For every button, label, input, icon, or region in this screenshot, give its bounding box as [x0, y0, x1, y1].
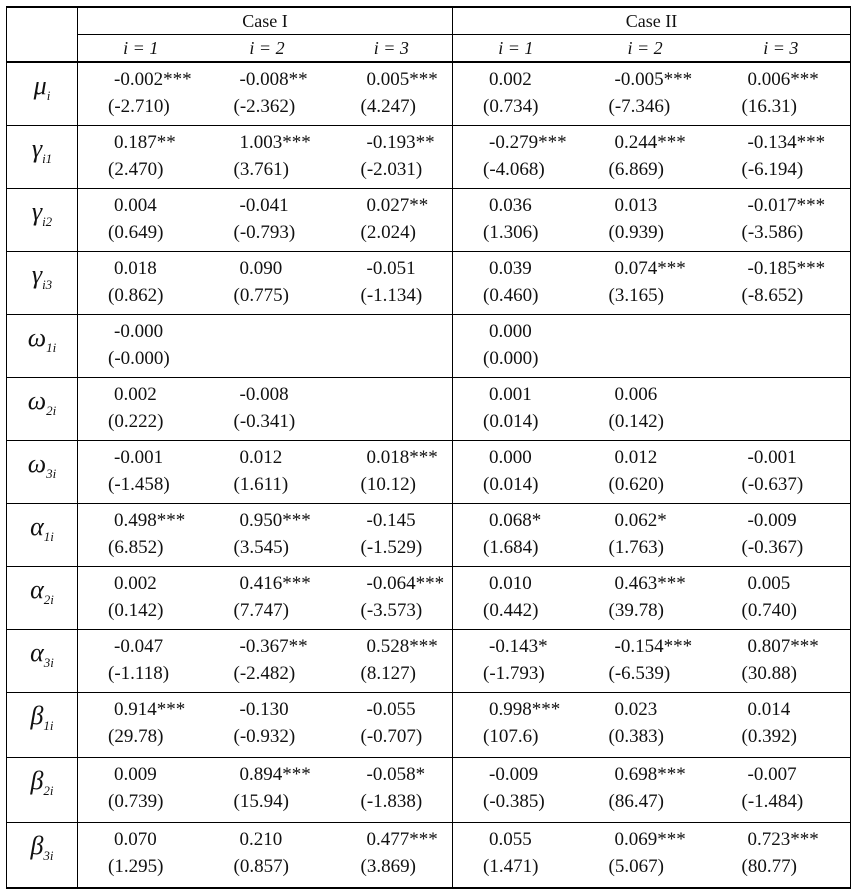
estimate-cell: [712, 630, 851, 693]
parameter-subscript: i1: [42, 151, 53, 166]
estimate-cell: [331, 567, 453, 630]
t-statistic-value: (0.739): [108, 791, 164, 812]
t-statistic-value: (3.869): [360, 856, 416, 877]
parameter-label: [7, 823, 78, 889]
coefficient-value: 0.463***: [614, 573, 686, 594]
table-row: [7, 504, 851, 567]
t-statistic-value: (0.142): [608, 411, 664, 432]
coefficient-value: 0.006***: [747, 69, 819, 90]
coefficient-value: -0.005***: [614, 69, 693, 90]
parameter-label: [7, 630, 78, 693]
parameter-label: [7, 378, 78, 441]
estimate-cell: [712, 693, 851, 758]
coefficient-value: 0.023: [614, 699, 658, 720]
t-statistic-value: (-0.932): [233, 726, 296, 747]
estimate-cell: [712, 504, 851, 567]
table-row: [7, 693, 851, 758]
t-statistic-value: (6.869): [608, 159, 664, 180]
t-statistic-value: (-0.637): [741, 474, 804, 495]
coefficient-value: -0.008**: [239, 69, 308, 90]
table-row: [7, 441, 851, 504]
t-statistic-value: (1.295): [108, 856, 164, 877]
t-statistic-value: (0.014): [483, 474, 539, 495]
t-statistic-value: (0.383): [608, 726, 664, 747]
estimate-cell: [78, 252, 204, 315]
estimate-cell: [579, 693, 712, 758]
parameter-symbol: γ: [31, 260, 43, 289]
t-statistic-value: (0.775): [233, 285, 289, 306]
estimate-cell: [204, 630, 331, 693]
parameter-symbol: γ: [31, 197, 43, 226]
coefficient-value: 0.005***: [366, 69, 438, 90]
coefficient-value: 0.005: [747, 573, 791, 594]
parameter-symbol: α: [30, 575, 44, 604]
estimate-cell: [204, 693, 331, 758]
coefficient-value: 0.807***: [747, 636, 819, 657]
estimate-cell: [712, 823, 851, 889]
t-statistic-value: (0.740): [741, 600, 797, 621]
t-statistic-value: (-6.194): [741, 159, 804, 180]
coefficient-value: 0.002: [489, 69, 532, 90]
coefficient-value: 0.074***: [614, 258, 686, 279]
estimate-cell: [712, 189, 851, 252]
t-statistic-value: (-6.539): [608, 663, 671, 684]
subcol-header: i = 3: [331, 35, 453, 63]
coefficient-value: -0.002***: [114, 69, 192, 90]
t-statistic-value: (39.78): [608, 600, 664, 621]
t-statistic-value: (-0.367): [741, 537, 804, 558]
estimate-cell: [331, 758, 453, 823]
estimate-cell: [78, 693, 204, 758]
estimate-cell: [78, 758, 204, 823]
estimate-cell: [78, 630, 204, 693]
estimate-cell: [453, 630, 579, 693]
estimate-cell: [204, 378, 331, 441]
estimate-cell: [331, 315, 453, 378]
t-statistic-value: (0.649): [108, 222, 164, 243]
coefficient-value: 0.002: [114, 573, 157, 594]
estimate-cell: [453, 189, 579, 252]
t-statistic-value: (-1.118): [108, 663, 170, 684]
parameter-label: [7, 567, 78, 630]
subcol-header: i = 2: [579, 35, 712, 63]
t-statistic-value: (0.000): [483, 348, 539, 369]
coefficient-value: 0.068*: [489, 510, 542, 531]
coefficient-value: -0.001: [114, 447, 164, 468]
subcol-header: i = 1: [453, 35, 579, 63]
estimate-cell: [78, 378, 204, 441]
t-statistic-value: (8.127): [360, 663, 416, 684]
coefficient-value: -0.051: [366, 258, 416, 279]
t-statistic-value: (1.306): [483, 222, 539, 243]
t-statistic-value: (30.88): [741, 663, 797, 684]
t-statistic-value: (-7.346): [608, 96, 671, 117]
t-statistic-value: (-1.529): [360, 537, 423, 558]
estimate-cell: [204, 252, 331, 315]
estimate-cell: [453, 567, 579, 630]
table-row: [7, 378, 851, 441]
t-statistic-value: (-2.482): [233, 663, 296, 684]
coefficient-value: 0.090: [239, 258, 283, 279]
t-statistic-value: (0.460): [483, 285, 539, 306]
parameter-subscript: 2i: [43, 783, 54, 798]
coefficient-value: 0.498***: [114, 510, 186, 531]
t-statistic-value: (0.142): [108, 600, 164, 621]
estimate-cell: [78, 823, 204, 889]
t-statistic-value: (-2.710): [108, 96, 170, 117]
coefficient-value: 0.012: [239, 447, 283, 468]
parameter-label: [7, 315, 78, 378]
estimate-cell: [712, 567, 851, 630]
coefficient-value: 0.036: [489, 195, 532, 216]
t-statistic-value: (10.12): [360, 474, 416, 495]
t-statistic-value: (86.47): [608, 791, 664, 812]
coefficient-value: 0.070: [114, 829, 157, 850]
coefficient-value: 0.723***: [747, 829, 819, 850]
estimate-cell: [331, 252, 453, 315]
t-statistic-value: (0.442): [483, 600, 539, 621]
subcol-header: i = 1: [78, 35, 204, 63]
coefficient-value: -0.143*: [489, 636, 548, 657]
estimate-cell: [579, 567, 712, 630]
coefficient-value: 0.210: [239, 829, 283, 850]
t-statistic-value: (-3.586): [741, 222, 804, 243]
coefficient-value: 0.001: [489, 384, 532, 405]
estimate-cell: [712, 252, 851, 315]
t-statistic-value: (-1.793): [483, 663, 545, 684]
parameter-subscript: i: [46, 88, 51, 103]
t-statistic-value: (-0.000): [108, 348, 170, 369]
parameter-symbol: α: [30, 638, 44, 667]
t-statistic-value: (-1.838): [360, 791, 423, 812]
t-statistic-value: (0.222): [108, 411, 164, 432]
parameter-subscript: 2i: [46, 403, 57, 418]
parameter-symbol: ω: [27, 386, 47, 415]
estimate-cell: [204, 567, 331, 630]
estimate-cell: [78, 189, 204, 252]
estimate-cell: [579, 126, 712, 189]
coefficient-value: -0.055: [366, 699, 416, 720]
estimate-cell: [453, 126, 579, 189]
parameter-symbol: β: [30, 831, 44, 860]
estimate-cell: [579, 823, 712, 889]
coefficient-value: 0.477***: [366, 829, 438, 850]
coefficient-value: 0.528***: [366, 636, 438, 657]
estimate-cell: [204, 758, 331, 823]
t-statistic-value: (-1.134): [360, 285, 423, 306]
table-row: [7, 62, 851, 126]
t-statistic-value: (7.747): [233, 600, 289, 621]
coefficient-value: -0.130: [239, 699, 289, 720]
t-statistic-value: (107.6): [483, 726, 539, 747]
estimate-cell: [78, 567, 204, 630]
subcol-header: i = 3: [712, 35, 851, 63]
estimate-cell: [453, 252, 579, 315]
estimate-cell: [204, 823, 331, 889]
table-row: [7, 126, 851, 189]
t-statistic-value: (1.684): [483, 537, 539, 558]
coefficient-value: 0.018: [114, 258, 157, 279]
group-header-case-1: Case I: [78, 7, 453, 35]
table-row: [7, 823, 851, 889]
parameter-label: [7, 504, 78, 567]
parameter-label: [7, 758, 78, 823]
table-row: [7, 567, 851, 630]
coefficient-value: -0.017***: [747, 195, 826, 216]
coefficient-value: 0.014: [747, 699, 791, 720]
t-statistic-value: (16.31): [741, 96, 797, 117]
estimate-cell: [453, 504, 579, 567]
coefficient-value: 0.012: [614, 447, 658, 468]
parameter-label: [7, 252, 78, 315]
t-statistic-value: (1.611): [233, 474, 289, 495]
coefficient-value: 0.950***: [239, 510, 311, 531]
parameter-subscript: 3i: [46, 466, 57, 481]
coefficient-value: 0.002: [114, 384, 157, 405]
estimate-cell: [204, 126, 331, 189]
coefficient-value: -0.134***: [747, 132, 826, 153]
estimate-cell: [712, 126, 851, 189]
estimate-cell: [331, 441, 453, 504]
estimate-cell: [331, 630, 453, 693]
parameter-subscript: i2: [42, 214, 53, 229]
parameter-label: [7, 62, 78, 126]
estimate-cell: [453, 823, 579, 889]
table-row: [7, 630, 851, 693]
coefficient-value: -0.154***: [614, 636, 693, 657]
t-statistic-value: (3.545): [233, 537, 289, 558]
estimate-cell: [331, 378, 453, 441]
estimate-cell: [78, 315, 204, 378]
estimate-cell: [331, 189, 453, 252]
estimate-cell: [579, 758, 712, 823]
corner-cell: [7, 7, 78, 35]
parameter-label: [7, 441, 78, 504]
t-statistic-value: (3.761): [233, 159, 289, 180]
coefficient-value: -0.007: [747, 764, 797, 785]
parameter-symbol: μ: [33, 71, 47, 100]
t-statistic-value: (0.014): [483, 411, 539, 432]
t-statistic-value: (0.734): [483, 96, 539, 117]
t-statistic-value: (-2.362): [233, 96, 296, 117]
coefficient-value: 0.027**: [366, 195, 429, 216]
estimate-cell: [579, 630, 712, 693]
t-statistic-value: (-3.573): [360, 600, 423, 621]
coefficient-value: -0.001: [747, 447, 797, 468]
t-statistic-value: (1.763): [608, 537, 664, 558]
estimate-cell: [204, 315, 331, 378]
t-statistic-value: (2.024): [360, 222, 416, 243]
estimate-cell: [331, 126, 453, 189]
estimate-cell: [453, 758, 579, 823]
parameter-subscript: 2i: [43, 592, 54, 607]
estimate-cell: [579, 378, 712, 441]
table-row: [7, 252, 851, 315]
parameter-symbol: α: [30, 512, 44, 541]
coefficient-value: 0.010: [489, 573, 532, 594]
estimate-cell: [453, 441, 579, 504]
estimate-cell: [331, 823, 453, 889]
coefficient-value: -0.145: [366, 510, 416, 531]
estimate-cell: [579, 62, 712, 126]
parameter-subscript: 1i: [43, 718, 54, 733]
parameter-label: [7, 126, 78, 189]
t-statistic-value: (2.470): [108, 159, 164, 180]
estimate-cell: [712, 62, 851, 126]
estimate-cell: [712, 315, 851, 378]
table-row: [7, 189, 851, 252]
coefficient-value: -0.279***: [489, 132, 567, 153]
table-row: [7, 758, 851, 823]
coefficient-value: 0.013: [614, 195, 658, 216]
coefficient-value: -0.000: [114, 321, 164, 342]
t-statistic-value: (80.77): [741, 856, 797, 877]
t-statistic-value: (0.939): [608, 222, 664, 243]
t-statistic-value: (6.852): [108, 537, 164, 558]
t-statistic-value: (4.247): [360, 96, 416, 117]
t-statistic-value: (0.392): [741, 726, 797, 747]
estimate-cell: [712, 441, 851, 504]
t-statistic-value: (0.862): [108, 285, 164, 306]
coefficient-value: 0.069***: [614, 829, 686, 850]
coefficient-value: 0.006: [614, 384, 658, 405]
subcol-header: i = 2: [204, 35, 331, 63]
estimation-results-table: [6, 6, 851, 889]
estimate-cell: [78, 126, 204, 189]
estimate-cell: [579, 504, 712, 567]
t-statistic-value: (1.471): [483, 856, 539, 877]
t-statistic-value: (0.620): [608, 474, 664, 495]
parameter-symbol: β: [30, 766, 44, 795]
coefficient-value: 0.187**: [114, 132, 176, 153]
parameter-label: [7, 693, 78, 758]
coefficient-value: 0.998***: [489, 699, 561, 720]
t-statistic-value: (-2.031): [360, 159, 423, 180]
estimate-cell: [331, 504, 453, 567]
estimate-cell: [204, 62, 331, 126]
coefficient-value: 0.000: [489, 447, 532, 468]
coefficient-value: 0.416***: [239, 573, 311, 594]
coefficient-value: 0.018***: [366, 447, 438, 468]
t-statistic-value: (-0.341): [233, 411, 296, 432]
estimate-cell: [204, 189, 331, 252]
coefficient-value: 0.698***: [614, 764, 686, 785]
coefficient-value: -0.058*: [366, 764, 426, 785]
estimate-cell: [453, 62, 579, 126]
t-statistic-value: (15.94): [233, 791, 289, 812]
estimate-cell: [453, 693, 579, 758]
parameter-subscript: 1i: [46, 340, 57, 355]
coefficient-value: 0.004: [114, 195, 157, 216]
t-statistic-value: (-0.707): [360, 726, 423, 747]
parameter-subscript: 3i: [43, 848, 54, 863]
t-statistic-value: (-1.484): [741, 791, 804, 812]
estimate-cell: [78, 441, 204, 504]
coefficient-value: 0.039: [489, 258, 532, 279]
parameter-label: [7, 189, 78, 252]
coefficient-value: 0.009: [114, 764, 157, 785]
coefficient-value: 0.055: [489, 829, 532, 850]
parameter-symbol: γ: [31, 134, 43, 163]
t-statistic-value: (0.857): [233, 856, 289, 877]
t-statistic-value: (5.067): [608, 856, 664, 877]
estimate-cell: [712, 758, 851, 823]
coefficient-value: -0.009: [747, 510, 797, 531]
coefficient-value: 0.062*: [614, 510, 667, 531]
coefficient-value: -0.367**: [239, 636, 308, 657]
estimate-cell: [204, 441, 331, 504]
coefficient-value: 1.003***: [239, 132, 311, 153]
estimate-cell: [579, 315, 712, 378]
t-statistic-value: (-0.793): [233, 222, 296, 243]
estimate-cell: [453, 378, 579, 441]
estimate-cell: [579, 441, 712, 504]
coefficient-value: 0.000: [489, 321, 532, 342]
t-statistic-value: (-0.385): [483, 791, 545, 812]
parameter-subscript: 3i: [43, 655, 54, 670]
t-statistic-value: (29.78): [108, 726, 164, 747]
coefficient-value: -0.009: [489, 764, 539, 785]
coefficient-value: 0.244***: [614, 132, 686, 153]
estimate-cell: [204, 504, 331, 567]
t-statistic-value: (3.165): [608, 285, 664, 306]
t-statistic-value: (-4.068): [483, 159, 545, 180]
estimate-cell: [579, 252, 712, 315]
parameter-symbol: ω: [27, 449, 47, 478]
table-row: [7, 315, 851, 378]
estimate-cell: [78, 62, 204, 126]
t-statistic-value: (-8.652): [741, 285, 804, 306]
estimate-cell: [712, 378, 851, 441]
coefficient-value: -0.064***: [366, 573, 445, 594]
estimate-cell: [453, 315, 579, 378]
estimate-cell: [78, 504, 204, 567]
parameter-symbol: ω: [27, 323, 47, 352]
parameter-subscript: i3: [42, 277, 53, 292]
estimate-cell: [331, 693, 453, 758]
coefficient-value: 0.914***: [114, 699, 186, 720]
t-statistic-value: (-1.458): [108, 474, 170, 495]
parameter-symbol: β: [30, 701, 44, 730]
coefficient-value: -0.185***: [747, 258, 826, 279]
coefficient-value: 0.894***: [239, 764, 311, 785]
coefficient-value: -0.047: [114, 636, 164, 657]
coefficient-value: -0.041: [239, 195, 289, 216]
coefficient-value: -0.008: [239, 384, 289, 405]
estimate-cell: [331, 62, 453, 126]
group-header-case-2: Case II: [453, 7, 851, 35]
parameter-subscript: 1i: [43, 529, 54, 544]
coefficient-value: -0.193**: [366, 132, 435, 153]
estimate-cell: [579, 189, 712, 252]
